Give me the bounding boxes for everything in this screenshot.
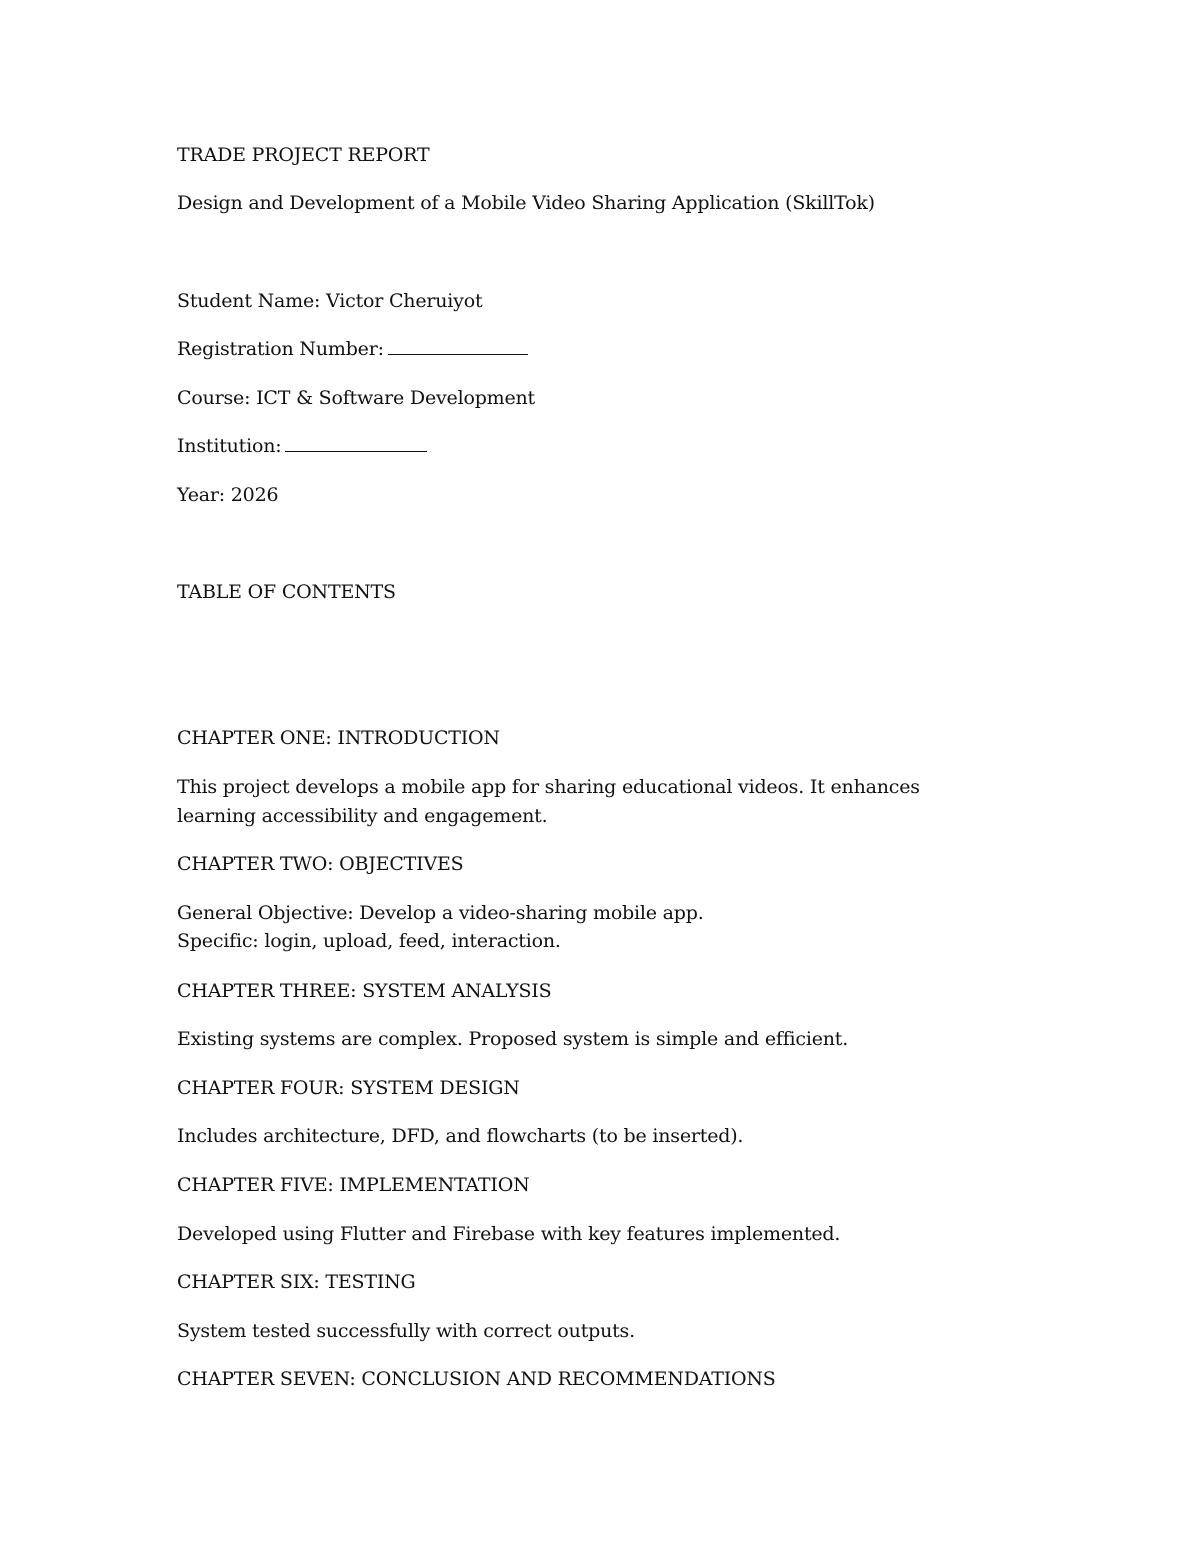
toc-heading: TABLE OF CONTENTS [177, 581, 396, 603]
registration-number [177, 335, 528, 364]
institution [177, 432, 427, 461]
registration-blank [388, 336, 528, 355]
year: Year: 2026 [177, 484, 279, 506]
chapter-five-body: Developed using Flutter and Firebase with key features implemented. [177, 1223, 841, 1245]
chapter-four-body: Includes architecture, DFD, and flowcharts (to be inserted). [177, 1125, 744, 1147]
chapter-one-heading: CHAPTER ONE: INTRODUCTION [177, 727, 500, 749]
chapter-five-heading: CHAPTER FIVE: IMPLEMENTATION [177, 1174, 530, 1196]
student-name: Student Name: Victor Cheruiyot [177, 290, 483, 312]
chapter-one-body: This project develops a mobile app for sharing educational videos. It enhances learning accessibility and engagement. [177, 776, 920, 827]
chapter-six-body: System tested successfully with correct outputs. [177, 1320, 635, 1342]
chapter-six-heading: CHAPTER SIX: TESTING [177, 1271, 416, 1293]
course: Course: ICT & Software Development [177, 387, 535, 409]
chapter-seven-heading: CHAPTER SEVEN: CONCLUSION AND RECOMMENDATIONS [177, 1368, 776, 1390]
institution-blank [285, 433, 427, 452]
institution-label: Institution: [177, 435, 282, 457]
report-type: TRADE PROJECT REPORT [177, 144, 430, 166]
chapter-three-heading: CHAPTER THREE: SYSTEM ANALYSIS [177, 980, 552, 1002]
chapter-two-heading: CHAPTER TWO: OBJECTIVES [177, 853, 464, 875]
chapter-three-body: Existing systems are complex. Proposed system is simple and efficient. [177, 1028, 849, 1050]
chapter-four-heading: CHAPTER FOUR: SYSTEM DESIGN [177, 1077, 520, 1099]
chapter-two-body-line2: Specific: login, upload, feed, interaction. [177, 930, 561, 952]
chapter-two-body-line1: General Objective: Develop a video-sharing mobile app. [177, 902, 704, 924]
report-title: Design and Development of a Mobile Video Sharing Application (SkillTok) [177, 192, 875, 214]
registration-label: Registration Number: [177, 338, 384, 360]
